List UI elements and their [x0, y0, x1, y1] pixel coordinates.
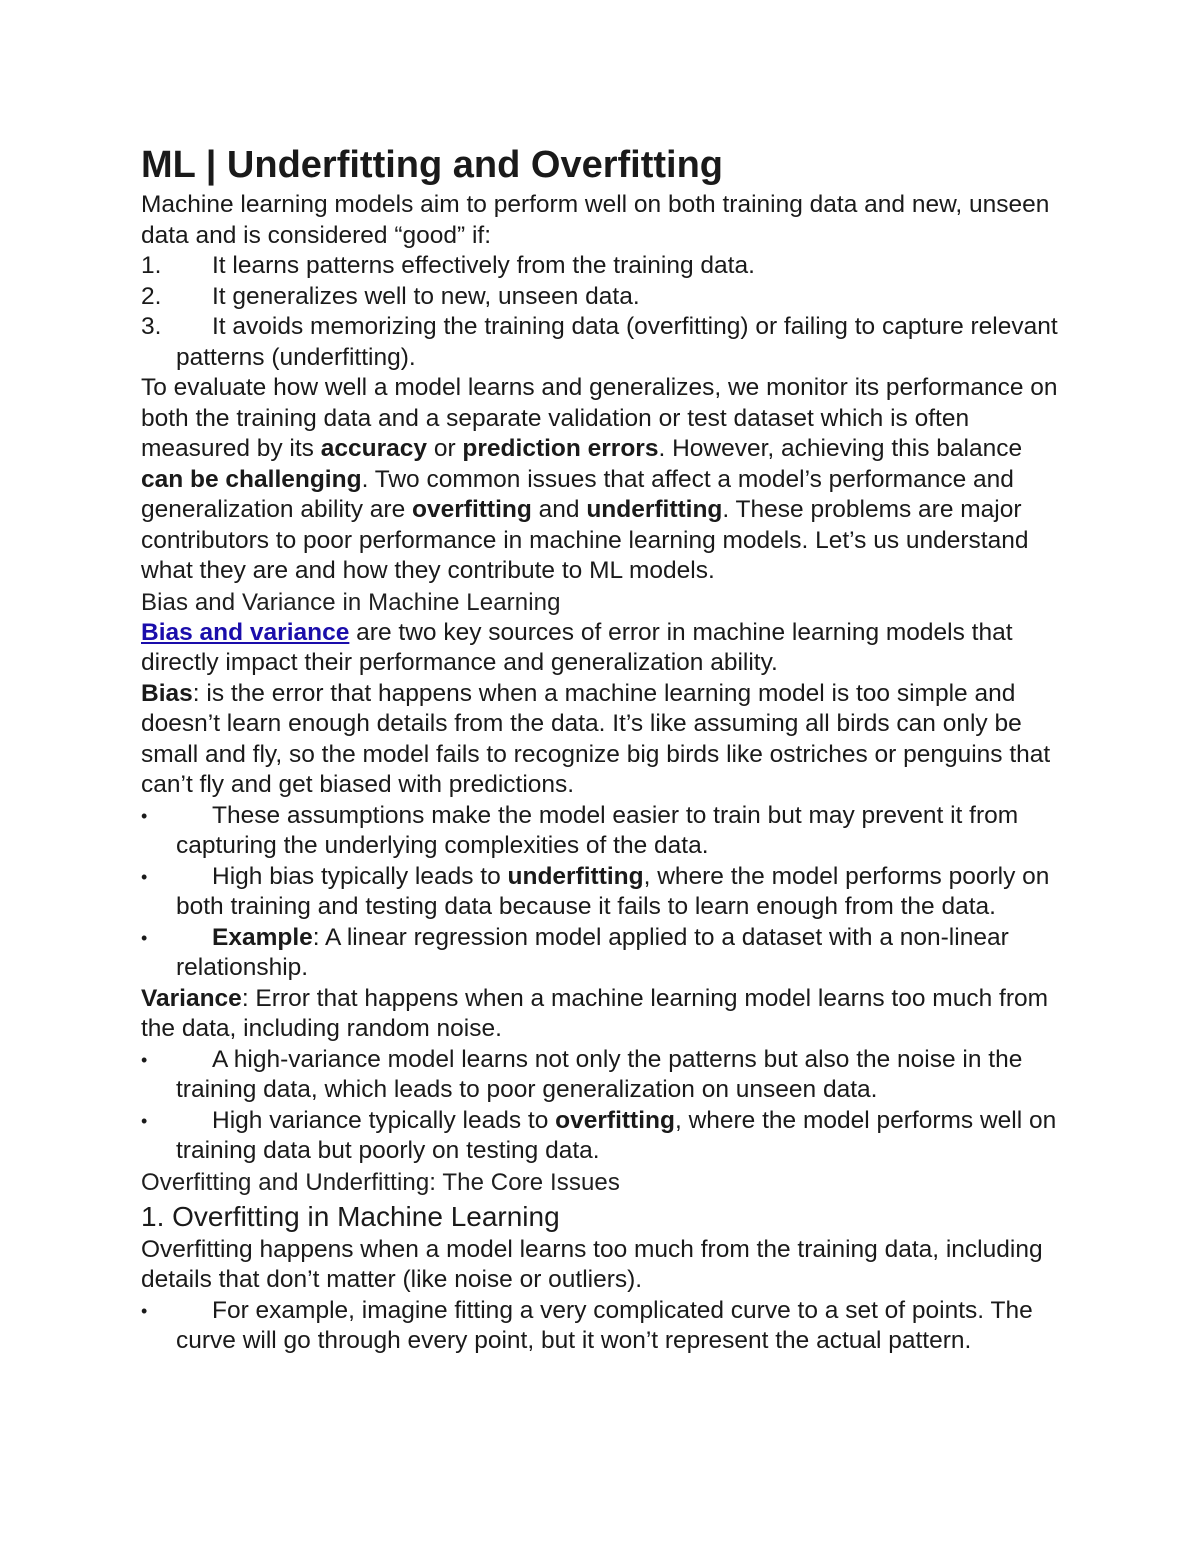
list-item [141, 312, 1071, 373]
bold-accuracy: accuracy [320, 435, 428, 462]
text-run: : is the error that happens when a machine learning model is too simple and doesn’t learn enough details from the data. It’s like assuming all birds can only be small and fly, so the model fails to recognize big birds like ostriches or penguins that can’t fly and get biased with predictions. [141, 679, 1051, 798]
section-heading-bias-variance: Bias and Variance in Machine Learning [141, 588, 561, 616]
list-item-text: These assumptions make the model easier to train but may prevent it from capturing the underlying complexities of the data. [176, 801, 1019, 859]
bold-example: Example [212, 923, 313, 951]
text-run: High bias typically leads to [212, 862, 508, 890]
list-item-text: A high-variance model learns not only the patterns but also the noise in the training data, which leads to poor generalization on unseen data. [176, 1045, 1023, 1103]
bold-overfitting: overfitting [555, 1106, 675, 1134]
bold-prediction-errors: prediction errors [462, 435, 659, 462]
list-item-text: It learns patterns effectively from the training data. [212, 252, 755, 279]
list-number: 2. [141, 282, 162, 310]
section-heading-overfitting: 1. Overfitting in Machine Learning [141, 1200, 560, 1232]
bullet-icon: • [141, 1300, 148, 1321]
bias-bullet-list [141, 801, 1071, 984]
bias-label: Bias [141, 679, 193, 707]
text-run: . These problems are major contributors to poor performance in machine learning models. Let’s us understand what they are and how they contribute to ML models. [141, 496, 1029, 584]
intro-paragraph: Machine learning models aim to perform well on both training data and new, unseen data and is considered “good” if: [141, 191, 1050, 249]
list-item-text: For example, imagine fitting a very complicated curve to a set of points. The curve will go through every point, but it won’t represent the actual pattern. [176, 1296, 1033, 1354]
list-item [141, 1106, 1071, 1167]
bias-paragraph [141, 679, 1071, 801]
list-item [141, 923, 1071, 984]
overfitting-bullet-list [141, 1296, 1071, 1357]
text-run: or [427, 435, 463, 462]
list-item [141, 282, 1071, 313]
list-item [141, 1296, 1071, 1357]
page-title: ML | Underfitting and Overfitting [141, 144, 724, 186]
evaluate-paragraph [141, 373, 1071, 587]
variance-paragraph [141, 984, 1071, 1045]
list-item-text: It generalizes well to new, unseen data. [212, 282, 640, 310]
text-run: . However, achieving this balance [658, 435, 1023, 462]
bullet-icon: • [141, 805, 148, 826]
list-item [141, 1045, 1071, 1106]
text-run: , where the model performs well on training data but poorly on testing data. [176, 1106, 1057, 1164]
list-item-text [176, 863, 1049, 921]
bold-underfitting: underfitting [507, 862, 644, 890]
list-item [141, 251, 1071, 282]
variance-label: Variance [141, 984, 242, 1012]
list-item [141, 801, 1071, 862]
variance-bullet-list [141, 1045, 1071, 1167]
bullet-icon: • [141, 1049, 148, 1070]
bias-and-variance-link[interactable]: Bias and variance [141, 618, 350, 646]
bullet-icon: • [141, 927, 148, 948]
text-run: . Two common issues that affect a model’s performance and generalization ability are [141, 465, 1014, 523]
bias-variance-paragraph [141, 618, 1071, 679]
list-item-text: It avoids memorizing the training data (overfitting) or failing to capture relevant patterns (underfitting). [176, 313, 1058, 371]
list-number: 3. [141, 313, 162, 340]
overfitting-paragraph: Overfitting happens when a model learns too much from the training data, including details that don’t matter (like noise or outliers). [141, 1235, 1043, 1293]
bold-underfitting: underfitting [586, 496, 723, 523]
text-run: are two key sources of error in machine learning models that directly impact their performance and generalization ability. [141, 618, 1013, 676]
section-heading-core-issues: Overfitting and Underfitting: The Core Issues [141, 1168, 620, 1196]
list-item-text [176, 924, 1009, 982]
bold-can-be-challenging: can be challenging [141, 465, 362, 493]
bullet-icon: • [141, 1110, 148, 1131]
list-number: 1. [141, 252, 162, 279]
bullet-icon: • [141, 866, 148, 887]
text-run: High variance typically leads to [212, 1106, 556, 1134]
text-run: To evaluate how well a model learns and generalizes, we monitor its performance on both the training data and a separate validation or test dataset which is often measured by its [141, 374, 1058, 462]
text-run: : Error that happens when a machine learning model learns too much from the data, including random noise. [141, 984, 1049, 1042]
text-run: , where the model performs poorly on both training and testing data because it fails to learn enough from the data. [176, 862, 1050, 920]
bold-overfitting: overfitting [412, 496, 532, 523]
list-item [141, 862, 1071, 923]
document-body [141, 143, 1071, 1357]
criteria-list [141, 251, 1071, 373]
text-run: : A linear regression model applied to a dataset with a non-linear relationship. [176, 923, 1009, 981]
list-item-text [176, 1107, 1056, 1165]
text-run: and [531, 496, 587, 523]
